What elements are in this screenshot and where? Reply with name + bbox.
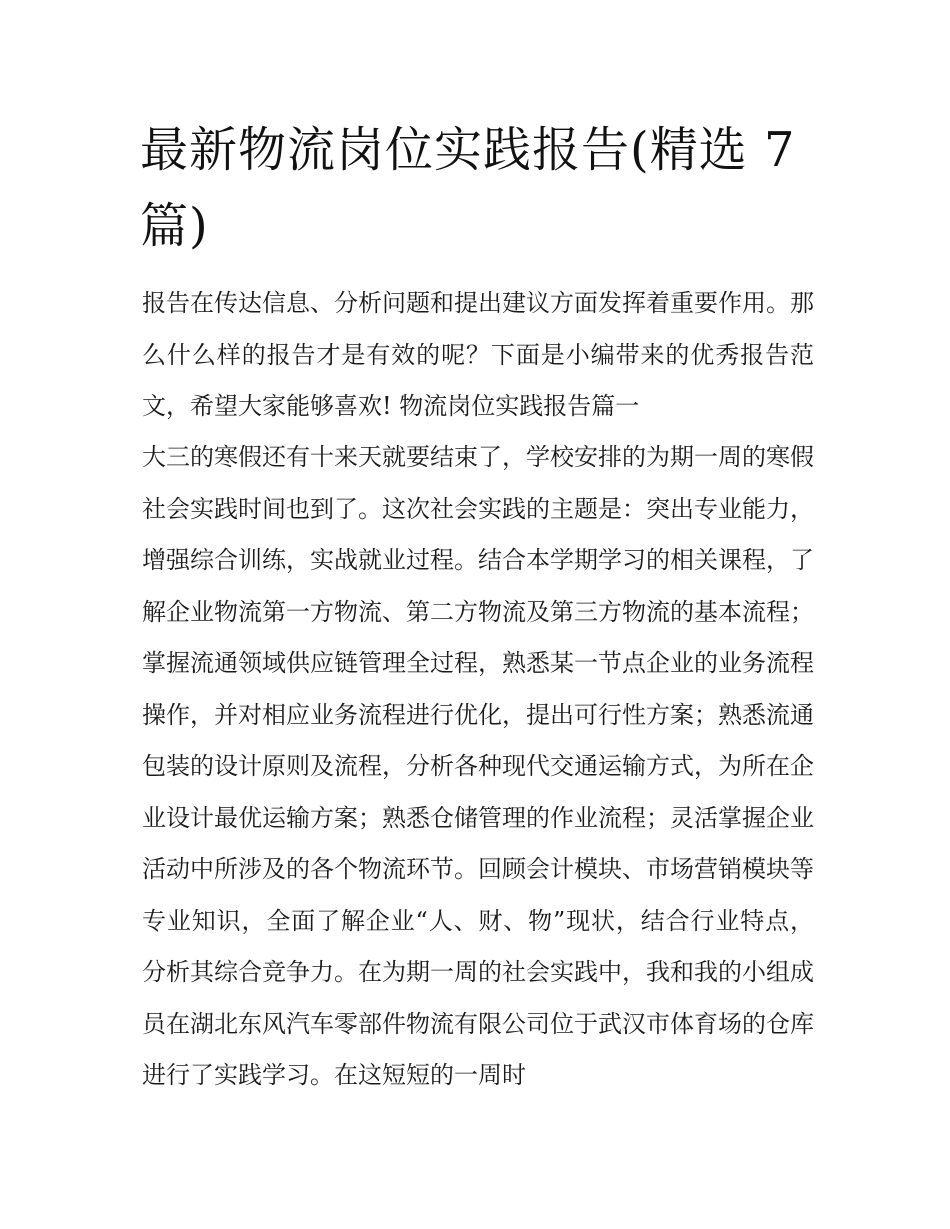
body-paragraph: 大三的寒假还有十来天就要结束了，学校安排的为期一周的寒假社会实践时间也到了。这次社会实践的主题是：突出专业能力，增强综合训练，实战就业过程。结合本学期学习的相关课程，了解企业物流第一方物流、第二方物流及第三方物流的基本流程；掌握流通领域供应链管理全过程，熟悉某一节点企业的业务流程操作，并对相应业务流程进行优化，提出可行性方案；熟悉流通包装的设计原则及流程，分析各种现代交通运输方式，为所在企业设计最优运输方案；熟悉仓储管理的作业流程；灵活掌握企业活动中所涉及的各个物流环节。回顾会计模块、市场营销模块等专业知识，全面了解企业“人、财、物”现状，结合行业特点，分析其综合竞争力。在为期一周的社会实践中，我和我的小组成员在湖北东风汽车零部件物流有限公司位于武汉市体育场的仓库进行了实践学习。在这短短的一周时 — [142, 443, 814, 1089]
document-title: 最新物流岗位实践报告(精选 7 篇) — [140, 122, 796, 254]
intro-paragraph: 报告在传达信息、分析问题和提出建议方面发挥着重要作用。那么什么样的报告才是有效的呢？下面是小编带来的优秀报告范文，希望大家能够喜欢! 物流岗位实践报告篇一 — [142, 289, 814, 420]
